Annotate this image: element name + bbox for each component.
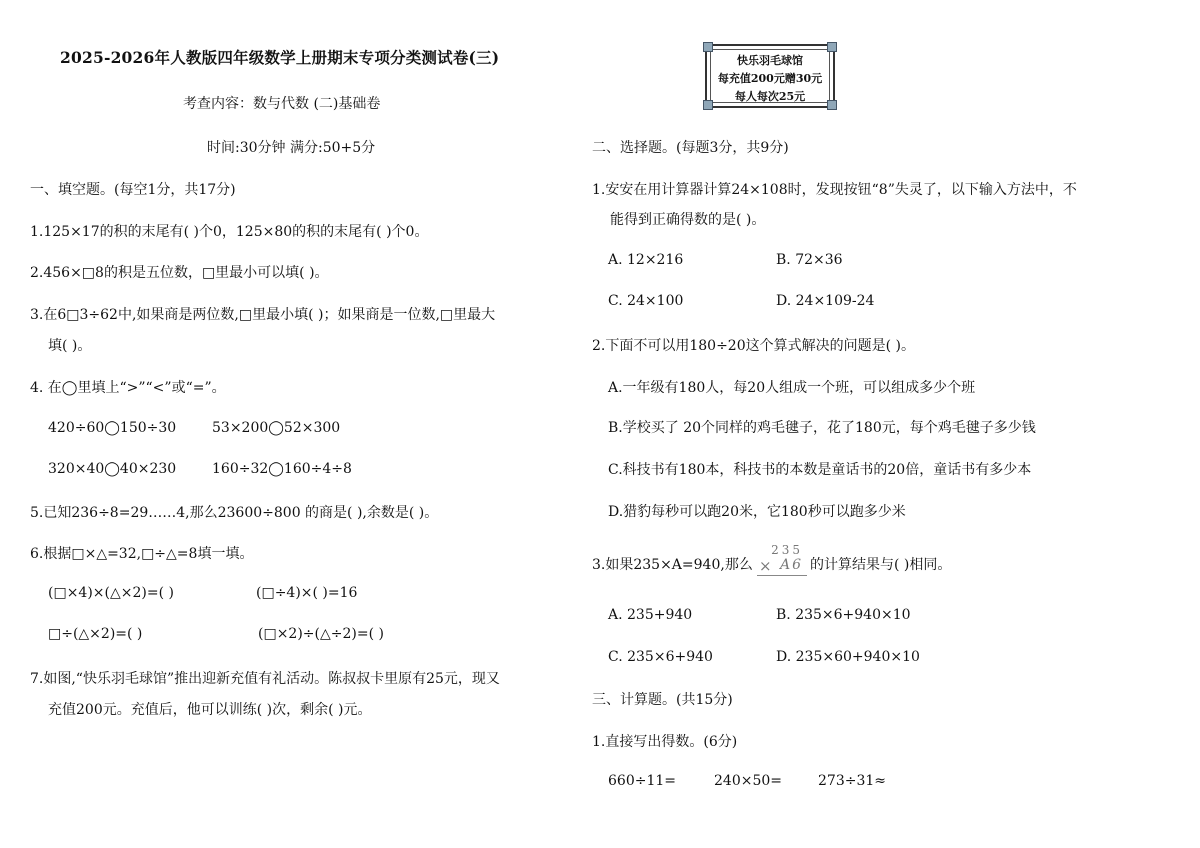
s1-q1: 1.125×17的积的末尾有( )个0，125×80的积的末尾有( )个0。 — [30, 224, 429, 240]
s3-q1: 1.直接写出得数。(6分) — [592, 734, 738, 750]
s1-q2: 2.456×□8的积是五位数，□里最小可以填( )。 — [30, 265, 329, 281]
s2-q3-option: D. 235×60+940×10 — [776, 649, 920, 665]
sign-corner-decoration — [703, 42, 713, 52]
s1-q4-item: 420÷60◯150÷30 — [48, 420, 177, 436]
sign-line: 每人每次25元 — [734, 90, 806, 103]
vertical-top-number: 235 — [771, 543, 803, 557]
s2-q2-option: C.科技书有180本，科技书的本数是童话书的20倍，童话书有多少本 — [608, 462, 1032, 478]
s2-q1-option: B. 72×36 — [776, 252, 843, 268]
s2-q1-option: C. 24×100 — [608, 293, 684, 309]
time-line: 时间:30分钟 满分:50+5分 — [207, 140, 376, 156]
content-line: 考查内容：数与代数 (二)基础卷 — [183, 96, 381, 112]
s1-q4-item: 160÷32◯160÷4÷8 — [212, 461, 352, 477]
s1-q4-item: 53×200◯52×300 — [212, 420, 341, 436]
s1-q3-line2: 填( )。 — [48, 338, 92, 354]
s2-q2-option: B.学校买了 20个同样的鸡毛毽子，花了180元，每个鸡毛毽子多少钱 — [608, 420, 1036, 436]
s2-q1-option: A. 12×216 — [608, 252, 684, 268]
s2-q3-prefix: 3.如果235×A=940,那么 — [592, 557, 753, 573]
page-title: 2025-2026年人教版四年级数学上册期末专项分类测试卷(三) — [60, 48, 500, 67]
section2-heading: 二、选择题。(每题3分，共9分) — [592, 140, 789, 156]
s2-q2-option: A.一年级有180人，每20人组成一个班，可以组成多少个班 — [608, 380, 976, 396]
s1-q7-line1: 7.如图,“快乐羽毛球馆”推出迎新充值有礼活动。陈叔叔卡里原有25元，现又 — [30, 671, 500, 687]
s1-q6-item: □÷(△×2)=( ) — [48, 626, 143, 642]
s3-q1-item: 660÷11= — [608, 773, 676, 789]
vertical-bottom-number: A6 — [779, 557, 803, 573]
s2-q3-option: C. 235×6+940 — [608, 649, 713, 665]
s1-q6: 6.根据□×△=32,□÷△=8填一填。 — [30, 546, 254, 562]
vertical-rule-line — [757, 575, 807, 576]
sign-corner-decoration — [827, 42, 837, 52]
s1-q5: 5.已知236÷8=29……4,那么23600÷800 的商是( ),余数是( )。 — [30, 505, 439, 521]
badminton-hall-sign — [705, 44, 835, 108]
sign-line: 每充值200元赠30元 — [717, 72, 823, 85]
s1-q3-line1: 3.在6□3÷62中,如果商是两位数,□里最小填( )；如果商是一位数,□里最大 — [30, 307, 496, 323]
s1-q6-item: (□÷4)×( )=16 — [256, 585, 358, 601]
s2-q2: 2.下面不可以用180÷20这个算式解决的问题是( )。 — [592, 338, 915, 354]
s3-q1-item: 273÷31≈ — [818, 773, 886, 789]
s2-q1-line1: 1.安安在用计算器计算24×108时，发现按钮“8”失灵了，以下输入方法中，不 — [592, 182, 1077, 198]
s2-q1-line2: 能得到正确得数的是( )。 — [610, 212, 766, 228]
s2-q3-suffix: 的计算结果与( )相同。 — [810, 557, 952, 573]
s1-q7-line2: 充值200元。充值后，他可以训练( )次，剩余( )元。 — [48, 702, 372, 718]
s1-q6-item: (□×2)÷(△÷2)=( ) — [258, 626, 384, 642]
s2-q3-option: B. 235×6+940×10 — [776, 607, 911, 623]
s2-q2-option: D.猎豹每秒可以跑20米，它180秒可以跑多少米 — [608, 504, 906, 520]
s1-q6-item: (□×4)×(△×2)=( ) — [48, 585, 174, 601]
s2-q3-option: A. 235+940 — [608, 607, 693, 623]
section1-heading: 一、填空题。(每空1分，共17分) — [30, 182, 236, 198]
s2-q1-option: D. 24×109-24 — [776, 293, 875, 309]
s1-q4: 4. 在◯里填上“>”“<”或“=”。 — [30, 380, 226, 396]
s1-q4-item: 320×40◯40×230 — [48, 461, 177, 477]
section3-heading: 三、计算题。(共15分) — [592, 692, 733, 708]
sign-line: 快乐羽毛球馆 — [737, 54, 803, 67]
vertical-multiplication — [757, 545, 807, 577]
s3-q1-item: 240×50= — [714, 773, 782, 789]
times-sign: × — [759, 557, 772, 575]
